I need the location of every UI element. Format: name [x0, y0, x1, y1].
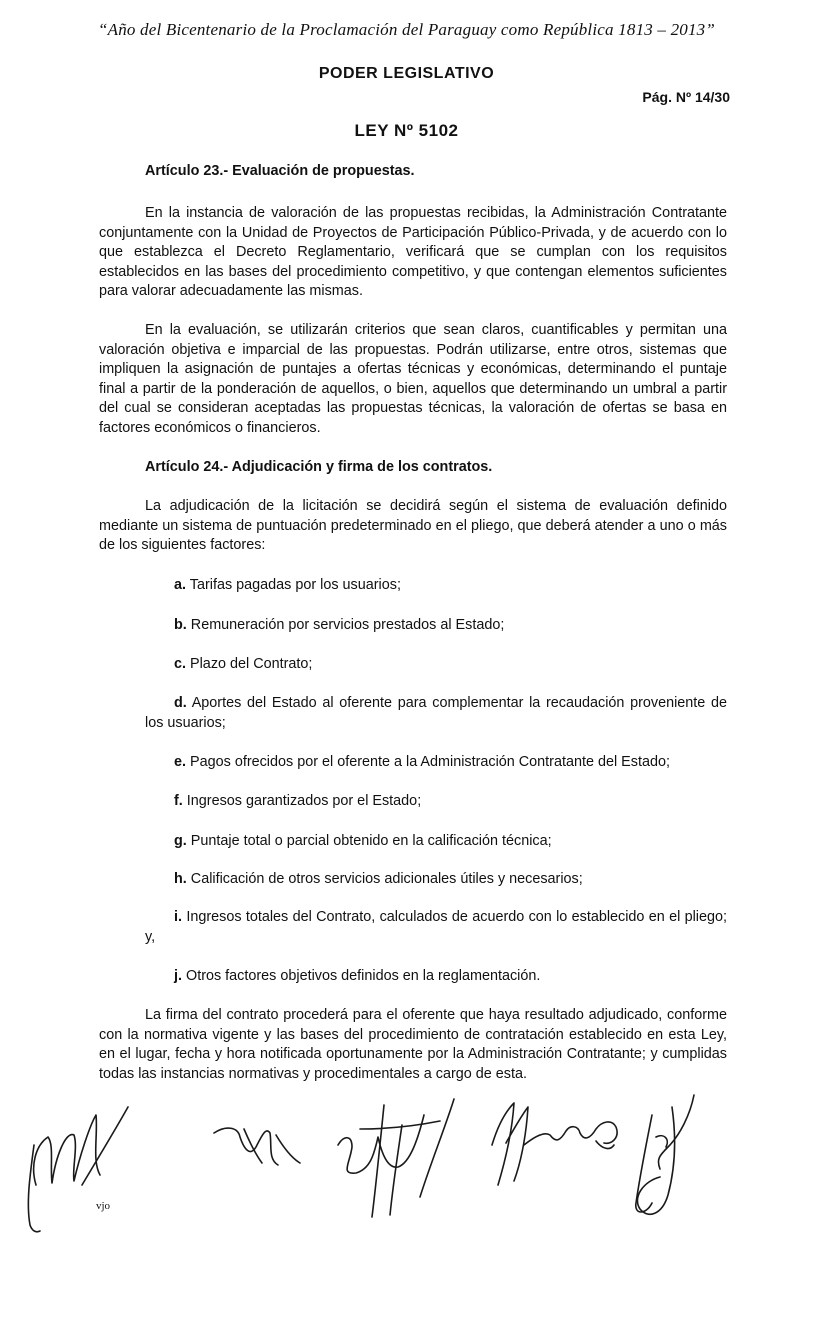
signature-5 [636, 1095, 694, 1214]
article-24-intro: La adjudicación de la licitación se decidirá según el sistema de evaluación definido mediante un sistema de puntuación predeterminado en el pliego, que deberá atender a uno o más de los siguientes factores: [99, 498, 727, 553]
article-23-paragraph-2: En la evaluación, se utilizarán criterios que sean claros, cuantificables y permitan una valoración objetiva e imparcial de las propuestas. Podrán utilizarse, entre otros, sistemas que impliquen la asignación de puntajes a ofertas técnicas y económicas, determinando el puntaje final a partir de la ponderación de aquellos, o bien, aquellos que determinando un umbral a partir del cual se consideran aceptadas las propuestas técnicas, la valoración de ofertas se basa en factores económicos o financieros. [99, 322, 727, 436]
factor-text: Plazo del Contrato; [190, 656, 313, 672]
page-number: Pág. Nº 14/30 [642, 89, 730, 105]
factor-item-f [145, 792, 727, 812]
factor-text: Ingresos garantizados por el Estado; [186, 793, 422, 809]
factor-letter: e. [174, 754, 187, 770]
law-title: LEY Nº 5102 [354, 121, 459, 140]
factor-text: Tarifas pagadas por los usuarios; [189, 577, 401, 593]
factor-text: Ingresos totales del Contrato, calculados de acuerdo con lo establecido en el pliego; y, [145, 909, 728, 945]
factor-item-c [145, 655, 727, 675]
factor-letter: d. [174, 695, 187, 711]
factor-text: Remuneración por servicios prestados al Estado; [190, 617, 505, 633]
factor-text: Calificación de otros servicios adicionales útiles y necesarios; [190, 871, 583, 887]
signature-1 [28, 1107, 128, 1232]
signatures-area [0, 1085, 813, 1235]
factor-text: Puntaje total o parcial obtenido en la calificación técnica; [190, 833, 552, 849]
factor-letter: h. [174, 871, 187, 887]
factor-item-b [145, 616, 727, 636]
factor-letter: b. [174, 617, 187, 633]
signature-4 [492, 1103, 617, 1185]
signature-2 [214, 1128, 300, 1165]
factor-letter: j. [174, 968, 182, 984]
factor-letter: a. [174, 577, 187, 593]
signature-3 [338, 1099, 454, 1217]
factor-item-g [145, 832, 727, 852]
factor-item-e [145, 753, 727, 773]
factor-item-i [145, 908, 727, 947]
article-23-paragraph-1: En la instancia de valoración de las propuestas recibidas, la Administración Contratante conjuntamente con la Unidad de Proyectos de Participación Público-Privada, y de acuerdo con lo que establezca el Decreto Reglamentario, verificará que se cumplan con los requisitos establecidos en las bases del procedimiento competitivo, y que contengan elementos suficientes para valorar adecuadamente las mismas. [99, 205, 727, 299]
article-24-closing: La firma del contrato procederá para el oferente que haya resultado adjudicado, conforme con la normativa vigente y las bases del procedimiento de contratación establecido en esta Ley, en el lugar, fecha y hora notificada oportunamente por la Administración Contratante; y cumplidas todas las instancias normativas y procedimentales a cargo de esta. [99, 1007, 727, 1082]
article-24-title: Artículo 24.- Adjudicación y firma de los contratos. [145, 459, 493, 475]
factor-item-d [145, 694, 727, 733]
article-23-title: Artículo 23.- Evaluación de propuestas. [145, 163, 415, 179]
factor-letter: c. [174, 656, 187, 672]
factor-text: Otros factores objetivos definidos en la reglamentación. [186, 968, 541, 984]
bicentennial-motto: “Año del Bicentenario de la Proclamación del Paraguay como República 1813 – 2013” [97, 20, 716, 39]
factor-item-a [145, 576, 727, 596]
factor-text: Aportes del Estado al oferente para complementar la recaudación proveniente de los usuarios; [145, 695, 727, 731]
factor-letter: i. [174, 909, 182, 925]
factor-item-h [145, 870, 727, 890]
factor-item-j [145, 967, 727, 987]
factor-letter: g. [174, 833, 187, 849]
typist-initials: vjo [96, 1200, 111, 1212]
institution-heading: PODER LEGISLATIVO [318, 65, 495, 82]
factor-text: Pagos ofrecidos por el oferente a la Administración Contratante del Estado; [190, 754, 670, 770]
factor-letter: f. [174, 793, 183, 809]
